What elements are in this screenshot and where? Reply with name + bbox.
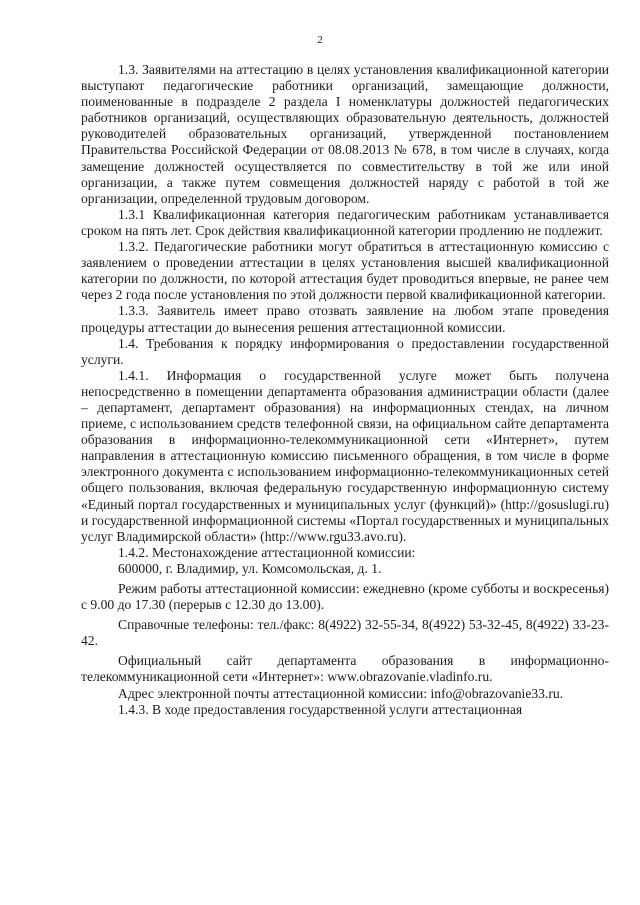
paragraph-1-3-1: 1.3.1 Квалификационная категория педагогическим работникам устанавливается сроком на пять лет. Срок действия квалификационной категории продлению не подлежит. (81, 206, 609, 238)
paragraph-1-3-3: 1.3.3. Заявитель имеет право отозвать заявление на любом этапе проведения процедуры аттестации до вынесения решения аттестационной комиссии. (81, 303, 609, 335)
phone-numbers: Справочные телефоны: тел./факс: 8(4922) 32-55-34, 8(4922) 53-32-45, 8(4922) 33-23-42. (81, 617, 609, 649)
email-address: Адрес электронной почты аттестационной комиссии: info@obrazovanie33.ru. (118, 685, 564, 701)
paragraph-1-4-1: 1.4.1. Информация о государственной услуге может быть получена непосредственно в помещении департамента образования администрации области (далее – департамент, департамент образования) на информационных стендах, на личном приеме, с использованием средств телефонной связи, на официальном сайте департамента образования в информационно-телекоммуникационной сети «Интернет», путем направления в аттестационную комиссию письменного обращения, в том числе в форме электронного документа с использованием информационно-телекоммуникационных сетей общего пользования, включая федеральную государственную информационную систему «Единый портал государственных и муниципальных услуг (функций)» (http://gosuslugi.ru) и государственной информационной системы «Портал государственных и муниципальных услуг Владимирской области» (http://www.rgu33.avo.ru). (81, 367, 609, 544)
paragraph-1-4-2: 1.4.2. Местонахождение аттестационной комиссии: (118, 544, 416, 560)
document-body (81, 62, 609, 718)
address-line: 600000, г. Владимир, ул. Комсомольская, д. 1. (118, 560, 382, 576)
working-hours: Режим работы аттестационной комиссии: ежедневно (кроме субботы и воскресенья) с 9.00 до 17.30 (перерыв с 12.30 до 13.00). (81, 581, 609, 613)
official-website: Официальный сайт департамента образования в информационно-телекоммуникационной сети «Интернет»: www.obrazovanie.vladinfo.ru. (81, 653, 609, 685)
paragraph-1-4-3: 1.4.3. В ходе предоставления государственной услуги аттестационная (118, 701, 523, 717)
page-number: 2 (317, 34, 323, 46)
paragraph-1-3-2: 1.3.2. Педагогические работники могут обратиться в аттестационную комиссию с заявлением о проведении аттестации в целях установления высшей квалификационной категории по должности, по которой аттестация будет проводиться впервые, не ранее чем через 2 года после установления по этой должности первой квалификационной категории. (81, 239, 609, 303)
paragraph-1-4: 1.4. Требования к порядку информирования о предоставлении государственной услуги. (81, 335, 609, 367)
paragraph-1-3: 1.3. Заявителями на аттестацию в целях установления квалификационной категории выступают педагогические работники организаций, замещающие должности, поименованные в подразделе 2 раздела I номенклатуры должностей педагогических работников организаций, осуществляющих образовательную деятельность, должностей руководителей образовательных организаций, утвержденной постановлением Правительства Российской Федерации от 08.08.2013 № 678, в том числе в случаях, когда замещение должностей осуществляется по совместительству в той же или иной организации, а также путем совмещения должностей наряду с работой в той же организации, определенной трудовым договором. (81, 62, 609, 206)
